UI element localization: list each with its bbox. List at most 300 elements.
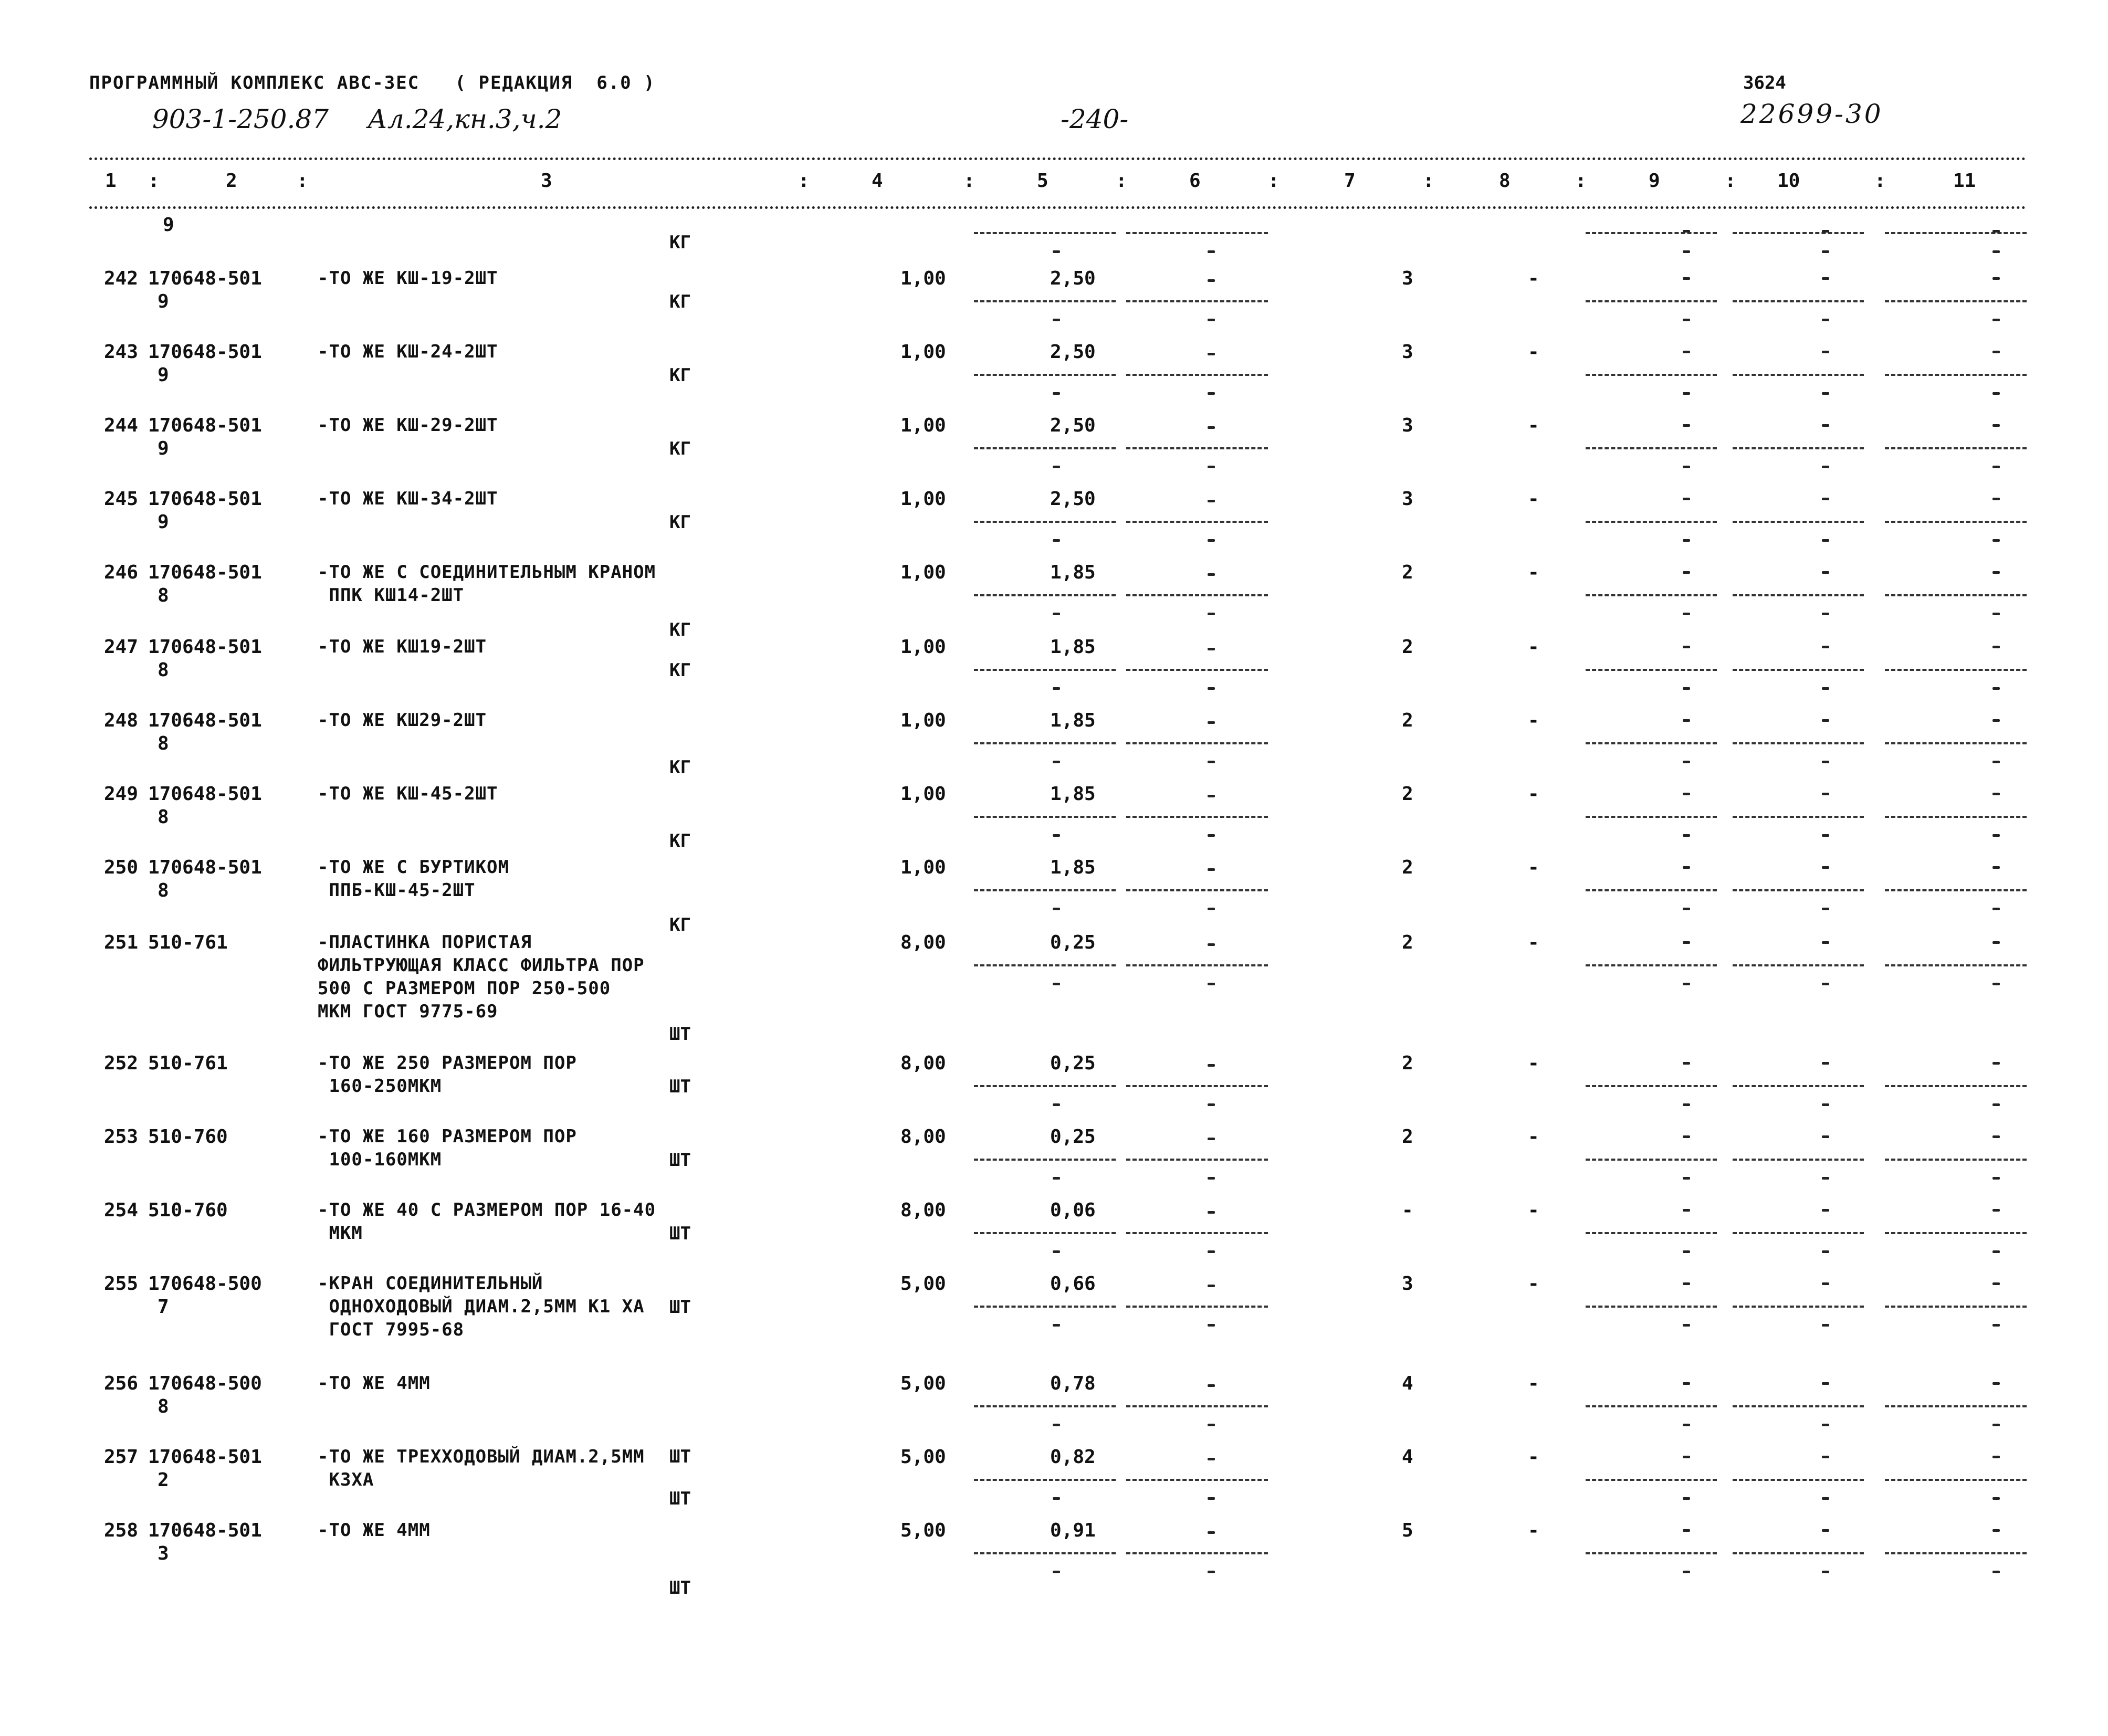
column-separator: : xyxy=(148,170,160,192)
row-quantity: 8,00 xyxy=(900,1200,946,1221)
subtotal-line xyxy=(1885,447,2027,449)
placeholder-dash xyxy=(1822,277,1829,280)
placeholder-dash xyxy=(1992,571,2000,574)
subtotal-line xyxy=(974,594,1116,596)
row-col8: - xyxy=(1528,268,1539,289)
row-description: -ПЛАСТИНКА ПОРИСТАЯ xyxy=(318,932,532,953)
placeholder-dash xyxy=(1683,1529,1690,1532)
placeholder-dash xyxy=(1992,1177,2000,1180)
row-quantity: 5,00 xyxy=(900,1446,946,1468)
subtotal-line xyxy=(974,232,1116,234)
row-quantity: 1,00 xyxy=(900,488,946,510)
row-description: МКМ ГОСТ 9775-69 xyxy=(318,1001,498,1022)
placeholder-dash xyxy=(1053,613,1060,615)
album-note: Ал.24,кн.3,ч.2 xyxy=(368,104,562,134)
placeholder-dash xyxy=(1683,1324,1690,1327)
row-col7: 2 xyxy=(1402,562,1413,583)
column-separator: : xyxy=(1725,170,1736,192)
subtotal-line xyxy=(974,742,1116,744)
row-col8: - xyxy=(1528,488,1539,510)
row-description: -ТО ЖЕ КШ29-2ШТ xyxy=(318,710,487,731)
placeholder-dash xyxy=(1992,761,2000,763)
column-header: 11 xyxy=(1953,170,1976,192)
row-col7: - xyxy=(1402,1200,1413,1221)
placeholder-dash xyxy=(1683,1424,1690,1426)
subtotal-line xyxy=(974,816,1116,818)
placeholder-dash xyxy=(1208,1324,1215,1327)
placeholder-dash xyxy=(1208,426,1215,429)
placeholder-dash xyxy=(1053,1103,1060,1106)
placeholder-dash xyxy=(1822,539,1829,542)
placeholder-dash xyxy=(1683,613,1690,615)
placeholder-dash xyxy=(1992,1103,2000,1106)
row-description: -ТО ЖЕ КШ-34-2ШТ xyxy=(318,488,498,509)
subtotal-line xyxy=(1885,521,2027,523)
subtotal-line xyxy=(1885,1232,2027,1234)
placeholder-dash xyxy=(1822,646,1829,648)
placeholder-dash xyxy=(1208,761,1215,763)
row-unit: ШТ xyxy=(669,1577,691,1598)
subtotal-line xyxy=(1586,300,1717,302)
subtotal-line xyxy=(1586,1306,1717,1308)
row-code: 170648-500 xyxy=(148,1273,262,1295)
placeholder-dash xyxy=(1822,498,1829,500)
subtotal-line xyxy=(1885,1085,2027,1087)
row-unit: КГ xyxy=(669,291,691,312)
row-code: 170648-501 xyxy=(148,636,262,658)
placeholder-dash xyxy=(1992,687,2000,690)
column-separator: : xyxy=(1116,170,1127,192)
placeholder-dash xyxy=(1053,1571,1060,1573)
placeholder-dash xyxy=(1683,646,1690,648)
column-header: 5 xyxy=(1037,170,1048,192)
subtotal-line xyxy=(1586,816,1717,818)
row-price: 0,06 xyxy=(1050,1200,1096,1221)
placeholder-dash xyxy=(1683,761,1690,763)
subtotal-line xyxy=(1126,889,1268,891)
subtotal-line xyxy=(1126,964,1268,966)
subtotal-line xyxy=(1586,594,1717,596)
placeholder-dash xyxy=(1683,983,1690,985)
subtotal-line xyxy=(1126,742,1268,744)
placeholder-dash xyxy=(1208,795,1215,797)
placeholder-dash xyxy=(1053,687,1060,690)
placeholder-dash xyxy=(1208,319,1215,321)
subtotal-line xyxy=(1586,742,1717,744)
row-quantity: 5,00 xyxy=(900,1520,946,1541)
subtotal-line xyxy=(1733,1405,1864,1407)
placeholder-dash xyxy=(1208,983,1215,985)
placeholder-dash xyxy=(1822,392,1829,395)
row-code: 510-760 xyxy=(148,1126,228,1148)
row-price: 2,50 xyxy=(1050,268,1096,289)
placeholder-dash xyxy=(1208,1384,1215,1387)
row-code: 170648-501 xyxy=(148,783,262,805)
placeholder-dash xyxy=(1053,1324,1060,1327)
placeholder-dash xyxy=(1208,1250,1215,1253)
row-code-suffix: 9 xyxy=(163,214,174,236)
placeholder-dash xyxy=(1208,1211,1215,1214)
subtotal-line xyxy=(974,447,1116,449)
subtotal-line xyxy=(1586,1552,1717,1554)
subtotal-line xyxy=(1733,1306,1864,1308)
placeholder-dash xyxy=(1683,687,1690,690)
subtotal-line xyxy=(974,1306,1116,1308)
subtotal-line xyxy=(974,1085,1116,1087)
placeholder-dash xyxy=(1053,466,1060,468)
placeholder-dash xyxy=(1683,793,1690,795)
placeholder-dash xyxy=(1053,319,1060,321)
row-number: 250 xyxy=(104,857,139,878)
subtotal-line xyxy=(1733,1159,1864,1161)
subtotal-line xyxy=(1126,521,1268,523)
subtotal-line xyxy=(974,1232,1116,1234)
row-col7: 2 xyxy=(1402,783,1413,805)
subtotal-line xyxy=(974,1552,1116,1554)
subtotal-line xyxy=(1733,669,1864,671)
placeholder-dash xyxy=(1822,1456,1829,1458)
placeholder-dash xyxy=(1992,1250,2000,1253)
row-number: 257 xyxy=(104,1446,139,1468)
row-col8: - xyxy=(1528,415,1539,436)
row-number: 249 xyxy=(104,783,139,805)
subtotal-line xyxy=(1586,521,1717,523)
placeholder-dash xyxy=(1683,866,1690,869)
row-unit: КГ xyxy=(669,438,691,459)
subtotal-line xyxy=(1126,374,1268,376)
row-unit: ШТ xyxy=(669,1223,691,1244)
reference-number: 22699-30 xyxy=(1740,99,1883,129)
column-separator: : xyxy=(963,170,975,192)
row-price: 1,85 xyxy=(1050,562,1096,583)
row-description: МКМ xyxy=(318,1223,363,1244)
row-code: 170648-500 xyxy=(148,1373,262,1394)
row-col8: - xyxy=(1528,1126,1539,1148)
placeholder-dash xyxy=(1208,613,1215,615)
top-rule xyxy=(89,157,2027,160)
row-code-suffix: 9 xyxy=(158,364,169,386)
row-quantity: 1,00 xyxy=(900,710,946,731)
placeholder-dash xyxy=(1683,908,1690,910)
row-number: 251 xyxy=(104,932,139,953)
subtotal-line xyxy=(1885,669,2027,671)
placeholder-dash xyxy=(1208,868,1215,871)
row-number: 245 xyxy=(104,488,139,510)
row-col7: 3 xyxy=(1402,268,1413,289)
placeholder-dash xyxy=(1208,279,1215,282)
row-price: 0,25 xyxy=(1050,1126,1096,1148)
row-price: 0,82 xyxy=(1050,1446,1096,1468)
subtotal-line xyxy=(1885,232,2027,234)
placeholder-dash xyxy=(1208,392,1215,395)
subtotal-line xyxy=(1733,1085,1864,1087)
placeholder-dash xyxy=(1822,866,1829,869)
doc-code: 903-1-250.87 xyxy=(152,104,329,134)
row-price: 2,50 xyxy=(1050,415,1096,436)
row-price: 1,85 xyxy=(1050,857,1096,878)
placeholder-dash xyxy=(1822,761,1829,763)
row-code-suffix: 9 xyxy=(158,438,169,459)
row-description: ГОСТ 7995-68 xyxy=(318,1319,465,1340)
subtotal-line xyxy=(1733,447,1864,449)
placeholder-dash xyxy=(1822,1135,1829,1138)
row-unit: КГ xyxy=(669,757,691,778)
row-number: 242 xyxy=(104,268,139,289)
subtotal-line xyxy=(1885,1306,2027,1308)
column-separator: : xyxy=(798,170,810,192)
sheet-number: 3624 xyxy=(1743,72,1786,93)
subtotal-line xyxy=(1586,1159,1717,1161)
row-unit: КГ xyxy=(669,365,691,386)
subtotal-line xyxy=(1733,1479,1864,1481)
subtotal-line xyxy=(1733,889,1864,891)
subtotal-line xyxy=(1126,594,1268,596)
column-header: 1 xyxy=(105,170,117,192)
row-price: 0,91 xyxy=(1050,1520,1096,1541)
row-col7: 2 xyxy=(1402,1126,1413,1148)
placeholder-dash xyxy=(1208,943,1215,946)
subtotal-line xyxy=(1733,521,1864,523)
program-title: ПРОГРАММНЫЙ КОМПЛЕКС АВС-3ЕС ( РЕДАКЦИЯ 6.0 ) xyxy=(89,72,656,93)
placeholder-dash xyxy=(1208,648,1215,650)
placeholder-dash xyxy=(1683,351,1690,353)
placeholder-dash xyxy=(1683,277,1690,280)
row-number: 256 xyxy=(104,1373,139,1394)
row-number: 258 xyxy=(104,1520,139,1541)
placeholder-dash xyxy=(1992,392,2000,395)
subtotal-line xyxy=(1126,1405,1268,1407)
subtotal-line xyxy=(1126,1159,1268,1161)
subtotal-line xyxy=(1126,669,1268,671)
subtotal-line xyxy=(1885,1405,2027,1407)
placeholder-dash xyxy=(1683,1135,1690,1138)
placeholder-dash xyxy=(1822,983,1829,985)
subtotal-line xyxy=(1126,1232,1268,1234)
row-description: ФИЛЬТРУЮЩАЯ КЛАСС ФИЛЬТРА ПОР xyxy=(318,955,645,976)
placeholder-dash xyxy=(1053,1497,1060,1500)
placeholder-dash xyxy=(1683,1282,1690,1285)
row-unit: ШТ xyxy=(669,1150,691,1171)
subtotal-line xyxy=(1126,300,1268,302)
subtotal-line xyxy=(1586,1405,1717,1407)
subtotal-line xyxy=(1733,816,1864,818)
row-code: 170648-501 xyxy=(148,341,262,363)
row-code: 510-760 xyxy=(148,1200,228,1221)
placeholder-dash xyxy=(1822,834,1829,837)
placeholder-dash xyxy=(1683,1103,1690,1106)
placeholder-dash xyxy=(1992,834,2000,837)
subtotal-line xyxy=(974,1479,1116,1481)
placeholder-dash xyxy=(1053,1177,1060,1180)
placeholder-dash xyxy=(1822,466,1829,468)
placeholder-dash xyxy=(1208,539,1215,542)
placeholder-dash xyxy=(1683,498,1690,500)
row-number: 243 xyxy=(104,341,139,363)
placeholder-dash xyxy=(1992,1571,2000,1573)
column-separator: : xyxy=(1874,170,1886,192)
placeholder-dash xyxy=(1992,1456,2000,1458)
row-price: 1,85 xyxy=(1050,710,1096,731)
row-code: 170648-501 xyxy=(148,268,262,289)
placeholder-dash xyxy=(1822,941,1829,944)
row-price: 1,85 xyxy=(1050,636,1096,658)
column-header: 6 xyxy=(1189,170,1201,192)
row-price: 0,78 xyxy=(1050,1373,1096,1394)
subtotal-line xyxy=(1586,374,1717,376)
placeholder-dash xyxy=(1053,983,1060,985)
row-description: -ТО ЖЕ ТРЕХХОДОВЫЙ ДИАМ.2,5ММ xyxy=(318,1446,645,1467)
subtotal-line xyxy=(1586,447,1717,449)
row-code: 510-761 xyxy=(148,1053,228,1074)
subtotal-line xyxy=(1733,1232,1864,1234)
row-number: 246 xyxy=(104,562,139,583)
placeholder-dash xyxy=(1822,908,1829,910)
row-code-suffix: 8 xyxy=(158,659,169,681)
placeholder-dash xyxy=(1683,424,1690,427)
row-col8: - xyxy=(1528,857,1539,878)
row-code-suffix: 3 xyxy=(158,1543,169,1564)
row-code-suffix: 9 xyxy=(158,291,169,312)
row-price: 0,25 xyxy=(1050,1053,1096,1074)
placeholder-dash xyxy=(1208,250,1215,253)
placeholder-dash xyxy=(1992,351,2000,353)
placeholder-dash xyxy=(1683,319,1690,321)
placeholder-dash xyxy=(1992,719,2000,722)
row-code: 170648-501 xyxy=(148,415,262,436)
subtotal-line xyxy=(1733,232,1864,234)
subtotal-line xyxy=(1126,1479,1268,1481)
row-unit: КГ xyxy=(669,914,691,935)
subtotal-line xyxy=(1586,232,1717,234)
row-unit: ШТ xyxy=(669,1297,691,1318)
placeholder-dash xyxy=(1683,1209,1690,1212)
subtotal-line xyxy=(974,889,1116,891)
placeholder-dash xyxy=(1992,866,2000,869)
row-description: ППБ-КШ-45-2ШТ xyxy=(318,880,476,901)
subtotal-line xyxy=(1733,300,1864,302)
placeholder-dash xyxy=(1053,539,1060,542)
placeholder-dash xyxy=(1053,1424,1060,1426)
row-code: 170648-501 xyxy=(148,710,262,731)
placeholder-dash xyxy=(1822,1424,1829,1426)
row-description: -КРАН СОЕДИНИТЕЛЬНЫЙ xyxy=(318,1273,543,1294)
row-quantity: 5,00 xyxy=(900,1373,946,1394)
row-unit: ШТ xyxy=(669,1488,691,1509)
placeholder-dash xyxy=(1992,613,2000,615)
row-unit: КГ xyxy=(669,512,691,533)
subtotal-line xyxy=(1733,374,1864,376)
placeholder-dash xyxy=(1208,466,1215,468)
placeholder-dash xyxy=(1683,941,1690,944)
row-code-suffix: 9 xyxy=(158,511,169,533)
subtotal-line xyxy=(1126,1085,1268,1087)
placeholder-dash xyxy=(1992,277,2000,280)
placeholder-dash xyxy=(1683,834,1690,837)
subtotal-line xyxy=(974,669,1116,671)
row-col7: 2 xyxy=(1402,1053,1413,1074)
row-description: -ТО ЖЕ 40 С РАЗМЕРОМ ПОР 16-40 xyxy=(318,1200,656,1221)
placeholder-dash xyxy=(1208,687,1215,690)
placeholder-dash xyxy=(1053,761,1060,763)
row-price: 0,66 xyxy=(1050,1273,1096,1295)
placeholder-dash xyxy=(1683,1250,1690,1253)
placeholder-dash xyxy=(1683,1062,1690,1065)
placeholder-dash xyxy=(1683,1497,1690,1500)
row-description: К3ХА xyxy=(318,1469,374,1490)
row-unit: ШТ xyxy=(669,1076,691,1097)
row-number: 247 xyxy=(104,636,139,658)
row-code-suffix: 8 xyxy=(158,880,169,901)
subtotal-line xyxy=(1733,964,1864,966)
row-description: -ТО ЖЕ С СОЕДИНИТЕЛЬНЫМ КРАНОМ xyxy=(318,562,656,583)
subtotal-line xyxy=(1586,1479,1717,1481)
placeholder-dash xyxy=(1992,466,2000,468)
row-description: -ТО ЖЕ КШ-29-2ШТ xyxy=(318,415,498,436)
row-code: 170648-501 xyxy=(148,1520,262,1541)
row-quantity: 1,00 xyxy=(900,341,946,363)
row-number: 255 xyxy=(104,1273,139,1295)
placeholder-dash xyxy=(1992,1324,2000,1327)
row-col8: - xyxy=(1528,1200,1539,1221)
column-header: 4 xyxy=(872,170,883,192)
placeholder-dash xyxy=(1208,1571,1215,1573)
placeholder-dash xyxy=(1208,500,1215,502)
row-price: 0,25 xyxy=(1050,932,1096,953)
row-quantity: 8,00 xyxy=(900,932,946,953)
row-col7: 4 xyxy=(1402,1446,1413,1468)
row-code-suffix: 7 xyxy=(158,1296,169,1318)
subtotal-line xyxy=(974,300,1116,302)
row-quantity: 1,00 xyxy=(900,636,946,658)
placeholder-dash xyxy=(1822,571,1829,574)
placeholder-dash xyxy=(1208,721,1215,724)
placeholder-dash xyxy=(1683,719,1690,722)
row-col7: 2 xyxy=(1402,857,1413,878)
placeholder-dash xyxy=(1208,1177,1215,1180)
column-header: 7 xyxy=(1344,170,1356,192)
subtotal-line xyxy=(1885,1479,2027,1481)
row-col7: 2 xyxy=(1402,710,1413,731)
subtotal-line xyxy=(1586,1085,1717,1087)
column-separator: : xyxy=(297,170,308,192)
row-col7: 2 xyxy=(1402,636,1413,658)
column-header: 10 xyxy=(1777,170,1800,192)
placeholder-dash xyxy=(1992,319,2000,321)
placeholder-dash xyxy=(1822,1177,1829,1180)
placeholder-dash xyxy=(1992,983,2000,985)
page-number: -240- xyxy=(1061,104,1129,134)
row-price: 2,50 xyxy=(1050,341,1096,363)
placeholder-dash xyxy=(1208,573,1215,576)
subtotal-line xyxy=(1126,232,1268,234)
placeholder-dash xyxy=(1822,719,1829,722)
row-number: 248 xyxy=(104,710,139,731)
row-code-suffix: 8 xyxy=(158,733,169,754)
row-col8: - xyxy=(1528,783,1539,805)
subtotal-line xyxy=(1885,300,2027,302)
placeholder-dash xyxy=(1683,1177,1690,1180)
subtotal-line xyxy=(974,1159,1116,1161)
subtotal-line xyxy=(974,374,1116,376)
column-header: 2 xyxy=(226,170,237,192)
placeholder-dash xyxy=(1683,250,1690,253)
subtotal-line xyxy=(1885,1159,2027,1161)
placeholder-dash xyxy=(1053,1250,1060,1253)
row-col8: - xyxy=(1528,1273,1539,1295)
subtotal-line xyxy=(1126,1552,1268,1554)
column-header: 8 xyxy=(1499,170,1511,192)
placeholder-dash xyxy=(1822,1382,1829,1385)
